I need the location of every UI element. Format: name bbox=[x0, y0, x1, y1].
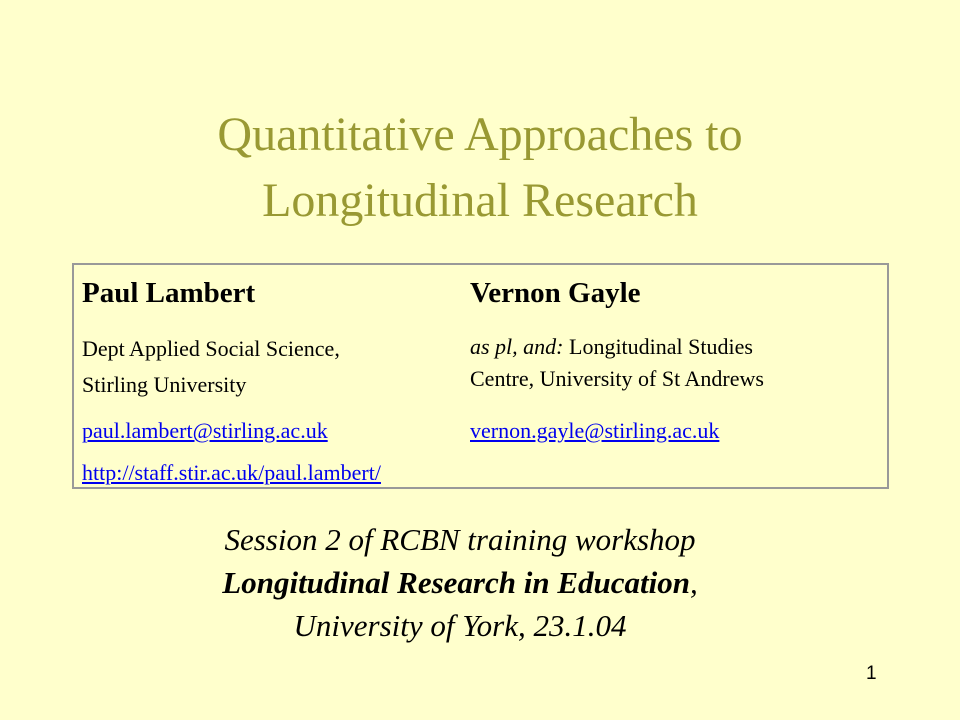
slide-title-line-1: Quantitative Approaches to bbox=[217, 108, 743, 161]
affiliation-line-1: Longitudinal Studies bbox=[563, 334, 753, 359]
slide-number: 1 bbox=[866, 663, 877, 684]
affiliation-prefix: as pl, and: bbox=[470, 334, 564, 359]
session-line-1: Session 2 of RCBN training workshop bbox=[224, 522, 696, 557]
author-website-link[interactable]: http://staff.stir.ac.uk/paul.lambert/ bbox=[82, 460, 381, 485]
workshop-name: Longitudinal Research in Education bbox=[222, 565, 690, 600]
author-affiliation bbox=[82, 331, 340, 403]
author-affiliation bbox=[470, 331, 764, 395]
slide-title bbox=[0, 102, 960, 234]
session-line-2 bbox=[0, 561, 920, 604]
session-info bbox=[0, 518, 920, 647]
workshop-name-suffix: , bbox=[689, 565, 698, 600]
author-name: Paul Lambert bbox=[82, 277, 256, 309]
author-name: Vernon Gayle bbox=[470, 277, 641, 309]
affiliation-line-2: Stirling University bbox=[82, 372, 247, 397]
slide-title-line-2: Longitudinal Research bbox=[262, 174, 698, 227]
session-line-3: University of York, 23.1.04 bbox=[293, 608, 627, 643]
author-email-link[interactable]: paul.lambert@stirling.ac.uk bbox=[82, 418, 328, 443]
authors-box bbox=[72, 263, 889, 489]
affiliation-line-2: Centre, University of St Andrews bbox=[470, 366, 764, 391]
author-email-link[interactable]: vernon.gayle@stirling.ac.uk bbox=[470, 418, 720, 443]
affiliation-line-1: Dept Applied Social Science, bbox=[82, 336, 340, 361]
